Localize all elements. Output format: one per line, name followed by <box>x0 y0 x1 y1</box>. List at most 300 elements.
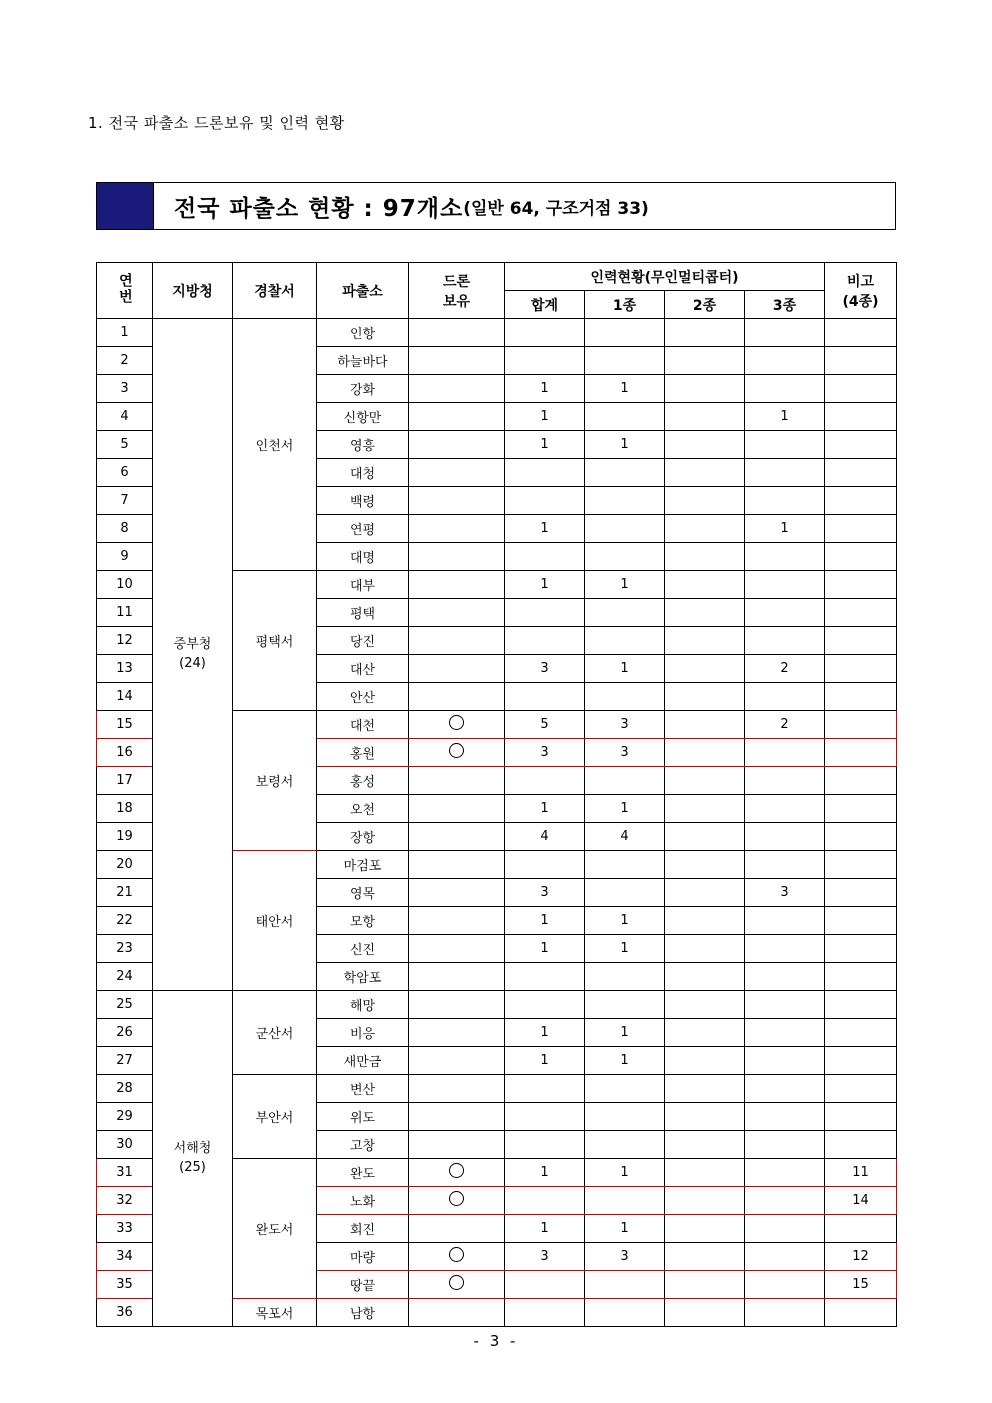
row-drone-owned <box>409 655 505 683</box>
row-note <box>825 739 897 767</box>
row-type3 <box>745 935 825 963</box>
row-type3 <box>745 1131 825 1159</box>
row-total: 1 <box>505 1159 585 1187</box>
row-type2 <box>665 851 745 879</box>
row-total <box>505 963 585 991</box>
row-note <box>825 1075 897 1103</box>
row-type1: 1 <box>585 1159 665 1187</box>
header-type1: 1종 <box>585 291 665 319</box>
circle-mark-icon <box>449 1247 464 1262</box>
row-type3 <box>745 907 825 935</box>
row-post: 고창 <box>317 1131 409 1159</box>
row-index: 35 <box>97 1271 153 1299</box>
row-index: 29 <box>97 1103 153 1131</box>
row-post: 해망 <box>317 991 409 1019</box>
row-type2 <box>665 459 745 487</box>
row-type1: 1 <box>585 1019 665 1047</box>
row-note <box>825 571 897 599</box>
title-marker-block <box>96 182 154 230</box>
row-type2 <box>665 1159 745 1187</box>
row-post: 영목 <box>317 879 409 907</box>
row-total: 1 <box>505 515 585 543</box>
row-index: 30 <box>97 1131 153 1159</box>
row-type1 <box>585 319 665 347</box>
header-manpower-group: 인력현황(무인멀티콥터) <box>505 263 825 291</box>
row-note <box>825 683 897 711</box>
table-header <box>97 263 897 319</box>
row-type2 <box>665 963 745 991</box>
row-drone-owned <box>409 319 505 347</box>
row-post: 대부 <box>317 571 409 599</box>
row-total <box>505 319 585 347</box>
row-post: 인항 <box>317 319 409 347</box>
row-type2 <box>665 515 745 543</box>
circle-mark-icon <box>449 1163 464 1178</box>
row-note <box>825 711 897 739</box>
row-note <box>825 627 897 655</box>
row-drone-owned <box>409 515 505 543</box>
row-post: 땅끝 <box>317 1271 409 1299</box>
row-type1: 3 <box>585 739 665 767</box>
row-total: 3 <box>505 655 585 683</box>
row-note <box>825 347 897 375</box>
row-index: 32 <box>97 1187 153 1215</box>
row-drone-owned <box>409 879 505 907</box>
row-type3: 2 <box>745 655 825 683</box>
row-note <box>825 543 897 571</box>
row-type3 <box>745 1215 825 1243</box>
row-note <box>825 403 897 431</box>
row-station: 목포서 <box>233 1299 317 1327</box>
row-type1: 1 <box>585 431 665 459</box>
row-drone-owned <box>409 571 505 599</box>
row-station: 보령서 <box>233 711 317 851</box>
table-row <box>97 991 897 1019</box>
header-type3: 3종 <box>745 291 825 319</box>
row-type3 <box>745 767 825 795</box>
row-drone-owned <box>409 963 505 991</box>
row-type2 <box>665 1075 745 1103</box>
row-drone-owned <box>409 431 505 459</box>
row-index: 7 <box>97 487 153 515</box>
row-station: 부안서 <box>233 1075 317 1159</box>
row-drone-owned <box>409 1215 505 1243</box>
row-type3 <box>745 599 825 627</box>
row-index: 4 <box>97 403 153 431</box>
row-type2 <box>665 1243 745 1271</box>
header-drone-line2: 보유 <box>442 293 471 310</box>
row-index: 16 <box>97 739 153 767</box>
row-total <box>505 1075 585 1103</box>
row-post: 백령 <box>317 487 409 515</box>
row-station: 평택서 <box>233 571 317 711</box>
row-type1: 3 <box>585 711 665 739</box>
row-type1 <box>585 459 665 487</box>
row-drone-owned <box>409 375 505 403</box>
title-sub-text: (일반 64, 구조거점 33) <box>463 198 649 219</box>
row-index: 19 <box>97 823 153 851</box>
row-note <box>825 599 897 627</box>
row-type1 <box>585 851 665 879</box>
row-type2 <box>665 739 745 767</box>
row-type2 <box>665 487 745 515</box>
table-body <box>97 319 897 1327</box>
row-total: 3 <box>505 739 585 767</box>
row-type3: 3 <box>745 879 825 907</box>
row-note: 15 <box>825 1271 897 1299</box>
row-type1: 1 <box>585 571 665 599</box>
row-drone-owned <box>409 683 505 711</box>
row-region: 서해청 (25) <box>153 991 233 1327</box>
row-type3 <box>745 431 825 459</box>
row-total: 1 <box>505 571 585 599</box>
row-type1 <box>585 627 665 655</box>
row-type1: 1 <box>585 655 665 683</box>
row-type1 <box>585 403 665 431</box>
row-type2 <box>665 1215 745 1243</box>
row-post: 마검포 <box>317 851 409 879</box>
row-type2 <box>665 935 745 963</box>
row-type1 <box>585 767 665 795</box>
row-type1 <box>585 599 665 627</box>
row-total: 1 <box>505 1019 585 1047</box>
row-post: 신진 <box>317 935 409 963</box>
row-type2 <box>665 375 745 403</box>
row-note <box>825 655 897 683</box>
row-type2 <box>665 991 745 1019</box>
row-type2 <box>665 1047 745 1075</box>
row-total <box>505 991 585 1019</box>
row-total: 1 <box>505 795 585 823</box>
row-type2 <box>665 795 745 823</box>
row-total <box>505 627 585 655</box>
row-total <box>505 1299 585 1327</box>
row-post: 홍원 <box>317 739 409 767</box>
row-total <box>505 347 585 375</box>
row-note <box>825 935 897 963</box>
row-note <box>825 375 897 403</box>
row-type3 <box>745 1299 825 1327</box>
row-drone-owned <box>409 599 505 627</box>
row-station: 태안서 <box>233 851 317 991</box>
row-type2 <box>665 683 745 711</box>
row-post: 하늘바다 <box>317 347 409 375</box>
row-note <box>825 1299 897 1327</box>
row-type3 <box>745 319 825 347</box>
row-index: 22 <box>97 907 153 935</box>
header-drone-owned <box>409 263 505 319</box>
row-post: 오천 <box>317 795 409 823</box>
row-type2 <box>665 319 745 347</box>
row-type2 <box>665 571 745 599</box>
row-total <box>505 1131 585 1159</box>
row-drone-owned <box>409 403 505 431</box>
row-type1 <box>585 1103 665 1131</box>
row-type3: 1 <box>745 403 825 431</box>
row-type2 <box>665 879 745 907</box>
row-post: 위도 <box>317 1103 409 1131</box>
row-total: 1 <box>505 375 585 403</box>
row-type1 <box>585 963 665 991</box>
row-note <box>825 1215 897 1243</box>
row-index: 15 <box>97 711 153 739</box>
row-index: 20 <box>97 851 153 879</box>
header-note-line2: (4종) <box>842 293 879 310</box>
row-type3: 2 <box>745 711 825 739</box>
row-total <box>505 1187 585 1215</box>
row-type2 <box>665 599 745 627</box>
row-type1 <box>585 991 665 1019</box>
table-row <box>97 319 897 347</box>
row-type1 <box>585 543 665 571</box>
row-post: 강화 <box>317 375 409 403</box>
row-post: 신항만 <box>317 403 409 431</box>
row-total <box>505 543 585 571</box>
row-drone-owned <box>409 767 505 795</box>
page-number: - 3 - <box>473 1332 519 1350</box>
row-type1: 3 <box>585 1243 665 1271</box>
row-total <box>505 851 585 879</box>
row-note <box>825 319 897 347</box>
row-total: 1 <box>505 1047 585 1075</box>
title-main-text: 전국 파출소 현황 : 97개소 <box>174 195 464 222</box>
row-type3 <box>745 851 825 879</box>
row-index: 2 <box>97 347 153 375</box>
row-type3 <box>745 795 825 823</box>
header-drone-line1: 드론 <box>442 273 471 290</box>
row-drone-owned <box>409 1019 505 1047</box>
row-note: 14 <box>825 1187 897 1215</box>
row-post: 대산 <box>317 655 409 683</box>
row-drone-owned <box>409 627 505 655</box>
row-total: 1 <box>505 431 585 459</box>
row-index: 5 <box>97 431 153 459</box>
row-post: 완도 <box>317 1159 409 1187</box>
row-index: 21 <box>97 879 153 907</box>
row-type2 <box>665 823 745 851</box>
row-index: 1 <box>97 319 153 347</box>
row-region: 중부청 (24) <box>153 319 233 991</box>
row-total <box>505 767 585 795</box>
row-note <box>825 1103 897 1131</box>
row-index: 25 <box>97 991 153 1019</box>
row-index: 24 <box>97 963 153 991</box>
title-banner <box>96 182 896 230</box>
row-note: 11 <box>825 1159 897 1187</box>
header-post: 파출소 <box>317 263 409 319</box>
row-total: 4 <box>505 823 585 851</box>
row-note <box>825 767 897 795</box>
row-note <box>825 459 897 487</box>
row-type1: 1 <box>585 375 665 403</box>
row-type2 <box>665 767 745 795</box>
row-type1: 1 <box>585 1047 665 1075</box>
row-index: 27 <box>97 1047 153 1075</box>
header-region: 지방청 <box>153 263 233 319</box>
row-index: 10 <box>97 571 153 599</box>
row-type1 <box>585 1075 665 1103</box>
row-note <box>825 1019 897 1047</box>
row-post: 안산 <box>317 683 409 711</box>
row-index: 36 <box>97 1299 153 1327</box>
row-index: 14 <box>97 683 153 711</box>
row-index: 12 <box>97 627 153 655</box>
row-index: 6 <box>97 459 153 487</box>
row-drone-owned <box>409 907 505 935</box>
row-type2 <box>665 1271 745 1299</box>
row-post: 대명 <box>317 543 409 571</box>
row-type2 <box>665 1299 745 1327</box>
row-type1: 1 <box>585 1215 665 1243</box>
row-type2 <box>665 543 745 571</box>
row-note <box>825 907 897 935</box>
row-total <box>505 487 585 515</box>
row-index: 23 <box>97 935 153 963</box>
row-drone-owned <box>409 347 505 375</box>
row-index: 18 <box>97 795 153 823</box>
row-type2 <box>665 403 745 431</box>
header-type2: 2종 <box>665 291 745 319</box>
header-index: 연번 <box>97 263 153 319</box>
row-type3 <box>745 627 825 655</box>
row-type2 <box>665 627 745 655</box>
drone-status-table <box>96 262 897 1327</box>
row-type1: 1 <box>585 935 665 963</box>
row-type3 <box>745 1103 825 1131</box>
row-type3 <box>745 487 825 515</box>
row-drone-owned <box>409 1271 505 1299</box>
row-station: 인천서 <box>233 319 317 571</box>
row-index: 8 <box>97 515 153 543</box>
row-drone-owned <box>409 711 505 739</box>
row-type3 <box>745 1271 825 1299</box>
row-total <box>505 1271 585 1299</box>
row-post: 노화 <box>317 1187 409 1215</box>
row-type2 <box>665 655 745 683</box>
row-post: 당진 <box>317 627 409 655</box>
row-type3 <box>745 683 825 711</box>
row-station: 완도서 <box>233 1159 317 1299</box>
row-type2 <box>665 347 745 375</box>
row-type1 <box>585 683 665 711</box>
row-type1: 1 <box>585 795 665 823</box>
row-drone-owned <box>409 991 505 1019</box>
row-type3 <box>745 1243 825 1271</box>
row-post: 모항 <box>317 907 409 935</box>
row-index: 17 <box>97 767 153 795</box>
row-total: 1 <box>505 403 585 431</box>
row-note <box>825 879 897 907</box>
row-type3 <box>745 1047 825 1075</box>
row-type3 <box>745 459 825 487</box>
row-note <box>825 823 897 851</box>
header-note <box>825 263 897 319</box>
row-index: 28 <box>97 1075 153 1103</box>
row-post: 장항 <box>317 823 409 851</box>
row-index: 11 <box>97 599 153 627</box>
row-type1 <box>585 1131 665 1159</box>
row-note <box>825 963 897 991</box>
row-type3 <box>745 543 825 571</box>
row-drone-owned <box>409 1187 505 1215</box>
row-post: 대청 <box>317 459 409 487</box>
row-post: 마량 <box>317 1243 409 1271</box>
row-note <box>825 431 897 459</box>
header-total: 합계 <box>505 291 585 319</box>
row-type3 <box>745 991 825 1019</box>
row-index: 9 <box>97 543 153 571</box>
row-post: 새만금 <box>317 1047 409 1075</box>
row-post: 학암포 <box>317 963 409 991</box>
row-total: 1 <box>505 935 585 963</box>
row-total: 3 <box>505 879 585 907</box>
row-post: 변산 <box>317 1075 409 1103</box>
row-index: 3 <box>97 375 153 403</box>
row-type1 <box>585 347 665 375</box>
row-post: 연평 <box>317 515 409 543</box>
row-total: 1 <box>505 1215 585 1243</box>
row-post: 평택 <box>317 599 409 627</box>
row-note <box>825 515 897 543</box>
row-drone-owned <box>409 935 505 963</box>
circle-mark-icon <box>449 743 464 758</box>
row-post: 홍성 <box>317 767 409 795</box>
row-type1 <box>585 515 665 543</box>
row-drone-owned <box>409 543 505 571</box>
row-type3 <box>745 571 825 599</box>
row-drone-owned <box>409 1075 505 1103</box>
row-drone-owned <box>409 1103 505 1131</box>
row-post: 회진 <box>317 1215 409 1243</box>
row-drone-owned <box>409 1299 505 1327</box>
row-type3 <box>745 1019 825 1047</box>
row-drone-owned <box>409 1243 505 1271</box>
row-drone-owned <box>409 459 505 487</box>
row-post: 비응 <box>317 1019 409 1047</box>
row-type3 <box>745 1075 825 1103</box>
row-type2 <box>665 1019 745 1047</box>
row-note <box>825 1047 897 1075</box>
row-total <box>505 1103 585 1131</box>
row-post: 남항 <box>317 1299 409 1327</box>
circle-mark-icon <box>449 1191 464 1206</box>
row-drone-owned <box>409 1131 505 1159</box>
header-note-line1: 비고 <box>847 273 875 290</box>
row-drone-owned <box>409 823 505 851</box>
title-box <box>154 182 896 230</box>
row-drone-owned <box>409 1159 505 1187</box>
row-type1: 1 <box>585 907 665 935</box>
row-type3 <box>745 963 825 991</box>
row-index: 33 <box>97 1215 153 1243</box>
row-type3 <box>745 739 825 767</box>
circle-mark-icon <box>449 715 464 730</box>
row-type1 <box>585 879 665 907</box>
row-total <box>505 599 585 627</box>
row-type1: 4 <box>585 823 665 851</box>
row-index: 34 <box>97 1243 153 1271</box>
row-type2 <box>665 1103 745 1131</box>
header-station: 경찰서 <box>233 263 317 319</box>
row-type3 <box>745 347 825 375</box>
row-total: 5 <box>505 711 585 739</box>
section-heading: 1. 전국 파출소 드론보유 및 인력 현황 <box>88 114 345 132</box>
row-type2 <box>665 1187 745 1215</box>
row-type3 <box>745 1159 825 1187</box>
row-note <box>825 795 897 823</box>
row-total <box>505 459 585 487</box>
row-total: 1 <box>505 907 585 935</box>
